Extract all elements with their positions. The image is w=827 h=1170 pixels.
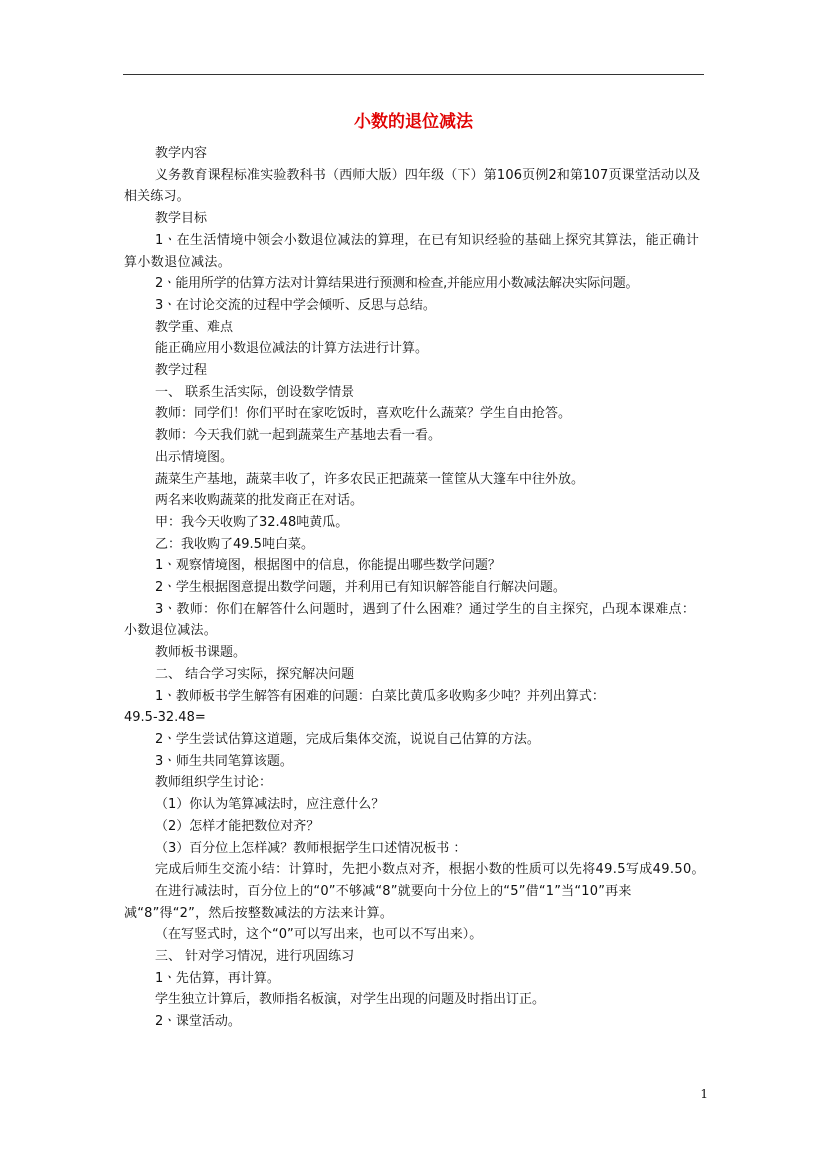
paragraph: 3ㆍ师生共同笔算该题。	[155, 753, 293, 769]
paragraph: 教师板书课题。	[155, 645, 247, 661]
paragraph: 2ㆍ能用所学的估算方法对计算结果进行预测和检查,并能应用小数减法解决实际问题。	[155, 276, 639, 292]
paragraph: （3）百分位上怎样减？教师根据学生口述情况板书 ：	[155, 840, 467, 856]
paragraph: 学生独立计算后，教师指名板演，对学生出现的问题及时指出订正。	[155, 992, 546, 1008]
paragraph: 3ㆍ在讨论交流的过程中学会倾听、反思与总结。	[155, 297, 436, 313]
paragraph: 1ㆍ教师板书学生解答有困难的问题：白菜比黄瓜多收购多少吨？并列出算式：	[155, 688, 605, 704]
paragraph: 3ㆍ教师：你们在解答什么问题时，遇到了什么困难？通过学生的自主探究，凸现本课难点：小数退位减法。	[124, 601, 696, 639]
paragraph: 在进行减法时，百分位上的“0”不够减“8”就要向十分位上的“5”借“1”当“10”再来减“8”得“2”，然后按整数减法的方法来计算。	[124, 883, 632, 921]
paragraph: （2）怎样才能把数位对齐？	[155, 818, 320, 834]
paragraph: 教学过程	[155, 363, 208, 379]
document-body	[124, 143, 705, 1033]
paragraph: 乙：我收购了49.5吨白菜。	[155, 536, 314, 552]
paragraph: （在写竖式时，这个“0”可以写出来，也可以不写出来）。	[155, 927, 483, 943]
paragraph: 甲：我今天收购了32.48吨黄瓜。	[155, 514, 349, 530]
paragraph: 完成后师生交流小结：计算时，先把小数点对齐，根据小数的性质可以先将49.5写成49.50。	[155, 862, 705, 878]
paragraph: 2ㆍ学生尝试估算这道题，完成后集体交流，说说自己估算的方法。	[155, 731, 540, 747]
paragraph: 义务教育课程标准实验教科书（西师大版）四年级（下）第106页例2和第107页课堂活动以及相关练习。	[124, 167, 701, 205]
paragraph: 出示情境图。	[155, 449, 234, 465]
paragraph: 两名来收购蔬菜的批发商正在对话。	[155, 493, 364, 509]
paragraph: 教师：今天我们就一起到蔬菜生产基地去看一看。	[155, 428, 442, 444]
paragraph: 教师组织学生讨论：	[155, 775, 273, 791]
paragraph: 2ㆍ课堂活动。	[155, 1014, 241, 1030]
paragraph: 二、 结合学习实际，探究解决问题	[155, 666, 355, 682]
paragraph: 能正确应用小数退位减法的计算方法进行计算。	[155, 341, 429, 357]
paragraph: 教师：同学们！你们平时在家吃饭时，喜欢吃什么蔬菜？学生自由抢答。	[155, 406, 572, 422]
page-number: 1	[700, 1087, 708, 1101]
paragraph: 三、 针对学习情况，进行巩固练习	[155, 949, 355, 965]
paragraph: 教学内容	[155, 146, 208, 161]
header-rule	[123, 74, 704, 75]
page-title: 小数的退位减法	[354, 112, 473, 132]
paragraph: 教学重、难点	[155, 319, 234, 335]
paragraph: 蔬菜生产基地，蔬菜丰收了，许多农民正把蔬菜一筐筐从大篷车中往外放。	[155, 471, 585, 487]
paragraph: 一、 联系生活实际，创设数学情景	[155, 384, 355, 400]
paragraph: 教学目标	[155, 211, 208, 227]
paragraph: 1ㆍ在生活情境中领会小数退位减法的算理，在已有知识经验的基础上探究其算法，能正确计算小数退位减法。	[124, 232, 700, 270]
paragraph: 49.5-32.48=	[124, 710, 206, 726]
paragraph: （1）你认为笔算减法时，应注意什么？	[155, 797, 385, 813]
paragraph: 1ㆍ先估算，再计算。	[155, 970, 280, 986]
paragraph: 2ㆍ学生根据图意提出数学问题，并利用已有知识解答能自行解决问题。	[155, 580, 566, 596]
paragraph: 1ㆍ观察情境图，根据图中的信息，你能提出哪些数学问题？	[155, 558, 501, 574]
